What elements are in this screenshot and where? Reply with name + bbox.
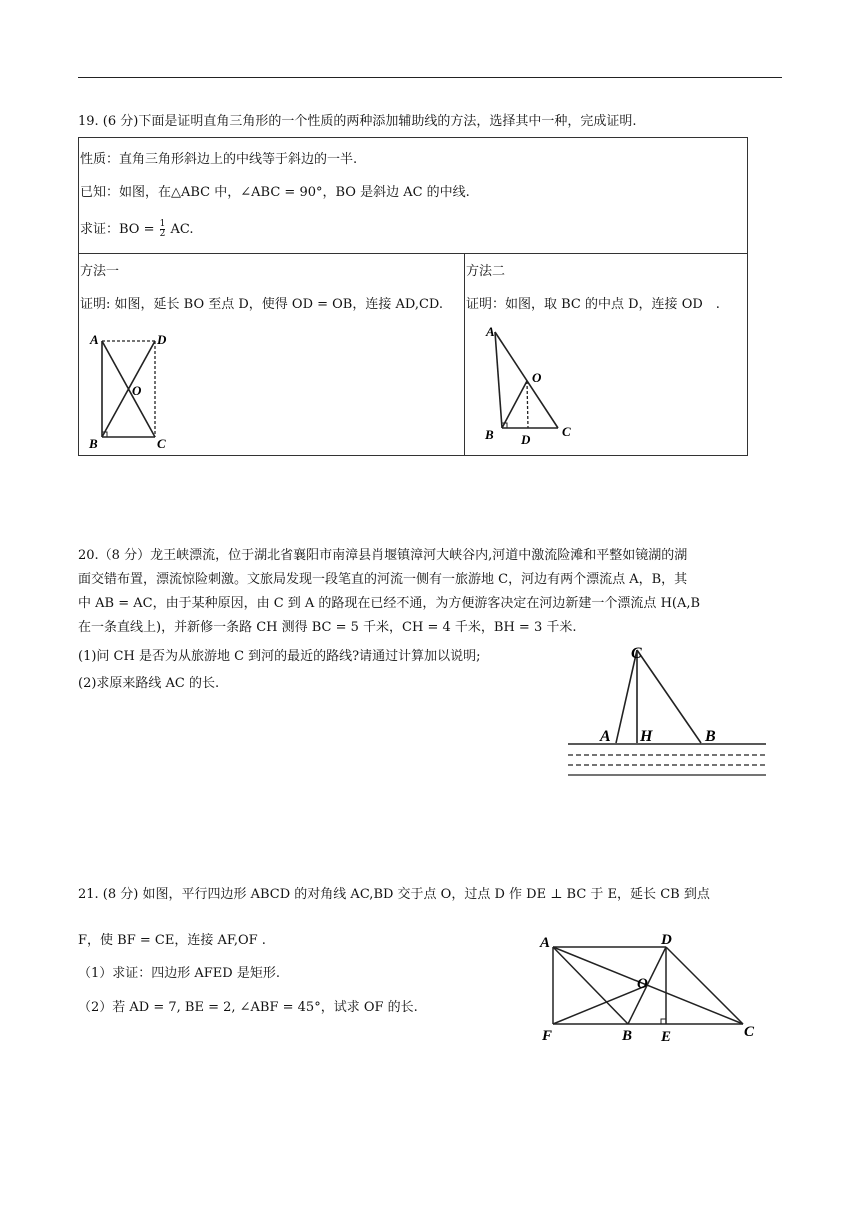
fig21-label-C: C — [744, 1024, 755, 1040]
fig21-FO — [553, 985, 648, 1024]
fig2-label-D: D — [521, 432, 531, 447]
q19-figure2 — [465, 320, 605, 454]
fig2-AB — [495, 332, 502, 428]
q19-method2-cell — [464, 253, 748, 456]
fig21-label-A: A — [540, 935, 551, 951]
q20-sub2: (2)求原来路线 AC 的长. — [78, 676, 220, 691]
q21-line2: F，使 BF = CE，连接 AF,OF . — [78, 933, 266, 948]
q20-sub1: (1)问 CH 是否为从旅游地 C 到河的最近的路线?请通过计算加以说明; — [78, 649, 481, 664]
fig21-label-F: F — [542, 1028, 553, 1044]
q19-method2-title: 方法二 — [466, 264, 506, 279]
fig2-label-O: O — [532, 370, 542, 385]
q19-header: 19. (6 分)下面是证明直角三角形的一个性质的两种添加辅助线的方法，选择其中一种，完成证明. — [78, 114, 637, 129]
q21-sub1: （1）求证：四边形 AFED 是矩形. — [78, 966, 280, 981]
fig1-label-O: O — [132, 383, 142, 398]
fig21-label-D: D — [661, 932, 672, 948]
q19-frac-num: 1 — [159, 219, 166, 229]
fig20-label-C: C — [631, 645, 642, 662]
fig1-label-A: A — [90, 332, 99, 347]
fig2-label-B: B — [485, 427, 494, 442]
fig21-AB — [553, 947, 628, 1024]
q19-property: 性质：直角三角形斜边上的中线等于斜边的一半. — [80, 152, 358, 167]
q19-given: 已知：如图，在△ABC 中，∠ABC = 90°，BO 是斜边 AC 的中线. — [80, 185, 470, 200]
fig1-label-B: B — [89, 436, 98, 451]
q19-method2-text: 证明：如图，取 BC 的中点 D，连接 OD . — [466, 297, 720, 312]
fig21-label-B: B — [622, 1028, 633, 1044]
fig21-label-E: E — [661, 1029, 672, 1045]
q19-figure1 — [79, 324, 199, 454]
q19-method1-text: 证明: 如图，延长 BO 至点 D，使得 OD = OB，连接 AD,CD. — [80, 297, 444, 312]
fig1-label-D: D — [157, 332, 167, 347]
q21-line1: 21. (8 分) 如图，平行四边形 ABCD 的对角线 AC,BD 交于点 O，过点 D 作 DE ⊥ BC 于 E，延长 CB 到点 — [78, 887, 710, 902]
top-rule — [78, 77, 782, 78]
q20-body — [78, 545, 782, 641]
fig20-label-A: A — [600, 728, 611, 745]
fig2-BO — [502, 381, 527, 428]
q21-figure — [530, 928, 770, 1048]
fig2-OD-dashed — [527, 381, 528, 428]
q19-prove-fraction — [160, 220, 166, 239]
q19-method1-title: 方法一 — [80, 264, 120, 279]
fig2-label-C: C — [562, 424, 571, 439]
q20-figure — [560, 638, 772, 784]
q20-line2: 面交错布置，漂流惊险刺激。文旅局发现一段笔直的河流一侧有一旅游地 C，河边有两个漂流点 A，B，其 — [78, 572, 688, 587]
q20-line1: 20.（8 分）龙王峡漂流，位于湖北省襄阳市南漳县肖堰镇漳河大峡谷内,河道中激流险滩和平整如镜湖的湖 — [78, 548, 688, 563]
q19-statement-box — [78, 137, 748, 254]
q19-prove — [80, 220, 194, 240]
fig21-label-O: O — [637, 976, 648, 992]
fig2-AC — [495, 332, 558, 428]
fig1-label-C: C — [157, 436, 166, 451]
q20-line4: 在一条直线上)，并新修一条路 CH 测得 BC = 5 千米，CH = 4 千米，BH = 3 千米. — [78, 620, 577, 635]
q21-sub2: （2）若 AD = 7, BE = 2, ∠ABF = 45°，试求 OF 的长. — [78, 1000, 418, 1015]
q19-prove-label: 求证：BO = — [80, 222, 155, 237]
fig20-label-B: B — [705, 728, 716, 745]
q19-prove-tail: AC. — [170, 222, 194, 237]
q20-line3: 中 AB = AC，由于某种原因，由 C 到 A 的路现在已经不通，为方便游客决定在河边新建一个漂流点 H(A,B — [78, 596, 701, 611]
fig2-label-A: A — [486, 324, 495, 339]
fig21-DC — [666, 947, 743, 1024]
q19-frac-den: 2 — [159, 229, 166, 239]
q19-method1-cell — [78, 253, 465, 456]
fig20-label-H: H — [640, 728, 653, 745]
fig20-CA — [616, 650, 637, 743]
